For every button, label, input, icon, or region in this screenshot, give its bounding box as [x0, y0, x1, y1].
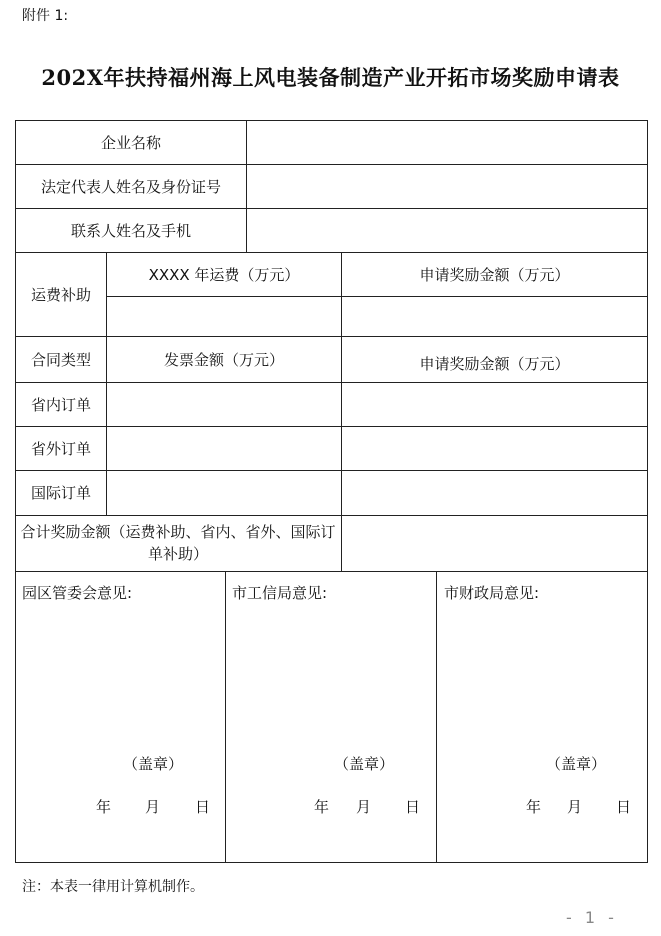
- day-label: 日: [405, 798, 421, 816]
- freight-subsidy-label: 运费补助: [30, 285, 91, 304]
- order-label-out-of-province: 省外订单: [30, 439, 91, 458]
- year-freight-input[interactable]: [107, 297, 341, 336]
- finance-bureau-opinion-label: 市财政局意见:: [444, 584, 540, 602]
- attachment-label: 附件 1:: [22, 8, 69, 24]
- company-name-label: 企业名称: [100, 133, 161, 152]
- footnote: 注：本表一律用计算机制作。: [22, 879, 204, 895]
- page-number: - 1 -: [566, 908, 618, 927]
- col-line: [225, 571, 226, 863]
- year-label: 年: [314, 798, 330, 816]
- order-reward-input[interactable]: [342, 427, 647, 470]
- day-label: 日: [616, 798, 632, 816]
- year-label: 年: [526, 798, 542, 816]
- seal-mark: （盖章）: [546, 755, 607, 773]
- seal-mark: （盖章）: [123, 755, 184, 773]
- day-label: 日: [195, 798, 211, 816]
- year-label: 年: [96, 798, 112, 816]
- form-title: 202X年扶持福州海上风电装备制造产业开拓市场奖励申请表: [41, 65, 620, 90]
- border-right: [647, 120, 648, 863]
- order-invoice-input[interactable]: [107, 471, 341, 515]
- total-reward-input[interactable]: [342, 516, 647, 571]
- legal-rep-label: 法定代表人姓名及身份证号: [40, 177, 221, 196]
- month-label: 月: [356, 798, 372, 816]
- border-bottom: [15, 862, 648, 863]
- invoice-amount-header: 发票金额（万元）: [163, 350, 284, 369]
- seal-mark: （盖章）: [334, 755, 395, 773]
- park-committee-opinion-label: 园区管委会意见:: [22, 584, 133, 602]
- month-label: 月: [567, 798, 583, 816]
- contract-type-label: 合同类型: [30, 350, 91, 369]
- company-name-input[interactable]: [247, 121, 647, 164]
- col-line: [436, 571, 437, 863]
- legal-rep-input[interactable]: [247, 165, 647, 208]
- month-label: 月: [145, 798, 161, 816]
- contact-label: 联系人姓名及手机: [70, 221, 191, 240]
- freight-reward-header: 申请奖励金额（万元）: [419, 265, 570, 284]
- order-invoice-input[interactable]: [107, 427, 341, 470]
- order-label-international: 国际订单: [30, 484, 91, 502]
- order-invoice-input[interactable]: [107, 383, 341, 426]
- order-reward-input[interactable]: [342, 383, 647, 426]
- total-reward-label: 合计奖励金额（运费补助、省内、省外、国际订单补助）: [20, 523, 336, 563]
- contact-input[interactable]: [247, 209, 647, 252]
- year-freight-header: XXXX 年运费（万元）: [148, 265, 300, 284]
- freight-reward-input[interactable]: [342, 297, 647, 336]
- industry-bureau-opinion-label: 市工信局意见:: [232, 584, 328, 602]
- contract-reward-header: 申请奖励金额（万元）: [419, 354, 570, 373]
- order-label-domestic: 省内订单: [30, 395, 91, 414]
- order-reward-input[interactable]: [342, 471, 647, 515]
